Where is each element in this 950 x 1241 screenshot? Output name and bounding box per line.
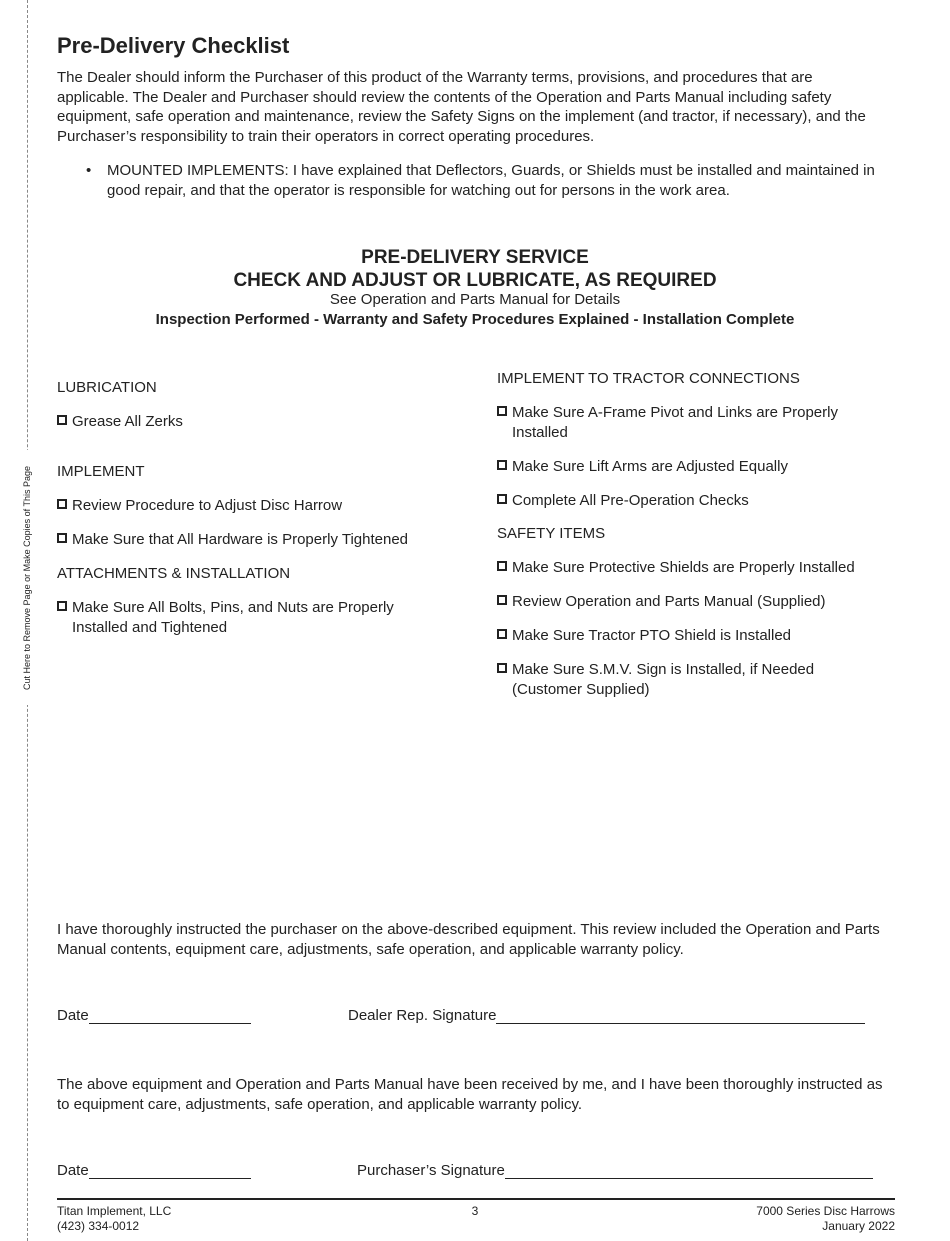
intro-paragraph: The Dealer should inform the Purchaser of this product of the Warranty terms, provisions, and procedures that are applicable. The Dealer and Purchaser should review the contents of the Operation and Parts Manual including safety equipment, safe operation and maintenance, review the Safety Signs on the implement (and tractor, if necessary), and the Purchaser’s responsibility to train their operators in correct operating procedures.: [57, 69, 866, 145]
inspection-note: Inspection Performed - Warranty and Safety Procedures Explained - Installation Complete: [155, 311, 795, 328]
section-implement-title: IMPLEMENT: [57, 463, 145, 480]
manual-note: See Operation and Parts Manual for Details: [329, 291, 621, 308]
checklist-item-label: Make Sure that All Hardware is Properly Tightened: [72, 531, 408, 548]
checklist-item: [497, 592, 897, 612]
checklist-item-label: Make Sure Tractor PTO Shield is Installed: [512, 627, 792, 644]
purchaser-signature-field: [357, 1162, 873, 1179]
bullet-mounted-implements: [86, 161, 896, 200]
checkbox[interactable]: [57, 533, 67, 543]
checklist-item-label: Grease All Zerks: [72, 413, 183, 430]
checkbox[interactable]: [57, 415, 67, 425]
checklist-item: [497, 457, 897, 477]
purchaser-signature-line[interactable]: [505, 1162, 873, 1179]
purchaser-statement: The above equipment and Operation and Parts Manual have been received by me, and I have been thoroughly instructed as to equipment care, adjustments, safe operation, and applicable warranty policy.: [57, 1076, 883, 1113]
footer-divider: [57, 1198, 895, 1200]
checklist-item: [57, 412, 457, 432]
checklist-item: [57, 598, 437, 637]
dealer-date-field: [57, 1007, 251, 1024]
checklist-item-label: Review Procedure to Adjust Disc Harrow: [72, 497, 343, 514]
checkbox[interactable]: [497, 406, 507, 416]
checkbox[interactable]: [57, 601, 67, 611]
bullet-dot: •: [86, 162, 92, 179]
section-connections-title: IMPLEMENT TO TRACTOR CONNECTIONS: [497, 370, 800, 387]
checkbox[interactable]: [497, 494, 507, 504]
checkbox[interactable]: [497, 629, 507, 639]
dealer-signature-field: [348, 1007, 865, 1024]
checklist-item-label: Review Operation and Parts Manual (Supplied): [512, 593, 826, 610]
section-attachments-title: ATTACHMENTS & INSTALLATION: [57, 565, 291, 582]
checklist-item: [497, 403, 882, 442]
checklist-item: [497, 660, 857, 699]
purchaser-signature-label: Purchaser’s Signature: [357, 1162, 505, 1179]
checklist-item: [57, 530, 457, 550]
checklist-item: [497, 626, 897, 646]
cut-instruction: Cut Here to Remove Page or Make Copies of This Page: [22, 466, 32, 690]
footer-company: Titan Implement, LLC: [57, 1204, 172, 1218]
page-number: 3: [471, 1204, 479, 1218]
checkbox[interactable]: [497, 561, 507, 571]
dealer-statement: I have thoroughly instructed the purchaser on the above-described equipment. This review included the Operation and Parts Manual contents, equipment care, adjustments, safe operation, and applicable warranty policy.: [57, 921, 880, 958]
checklist-item-label: Make Sure S.M.V. Sign is Installed, if Needed (Customer Supplied): [512, 661, 815, 698]
dealer-signature-label: Dealer Rep. Signature: [348, 1007, 497, 1024]
date-label: Date: [57, 1007, 89, 1024]
footer-date: January 2022: [822, 1219, 895, 1233]
bullet-text: MOUNTED IMPLEMENTS: I have explained that Deflectors, Guards, or Shields must be installed and maintained in good repair, and that the operator is responsible for watching out for persons in the work area.: [107, 162, 875, 199]
checklist-item-label: Make Sure Lift Arms are Adjusted Equally: [512, 458, 788, 475]
page-title: Pre-Delivery Checklist: [57, 33, 290, 58]
dealer-signature-line[interactable]: [496, 1007, 865, 1024]
date-line[interactable]: [89, 1007, 251, 1024]
service-heading: [0, 246, 950, 292]
footer-right: [600, 1204, 895, 1234]
footer-phone: (423) 334-0012: [57, 1219, 140, 1233]
checkbox[interactable]: [497, 595, 507, 605]
service-heading-line1: PRE-DELIVERY SERVICE: [361, 247, 589, 268]
checklist-item-label: Make Sure All Bolts, Pins, and Nuts are Properly Installed and Tightened: [72, 599, 394, 636]
purchaser-date-field: [57, 1162, 251, 1179]
checklist-item-label: Complete All Pre-Operation Checks: [512, 492, 749, 509]
section-safety-title: SAFETY ITEMS: [497, 525, 606, 542]
section-lubrication-title: LUBRICATION: [57, 379, 157, 396]
checklist-item: [497, 491, 897, 511]
date-label: Date: [57, 1162, 89, 1179]
checklist-item: [57, 496, 457, 516]
date-line[interactable]: [89, 1162, 251, 1179]
checkbox[interactable]: [497, 663, 507, 673]
checklist-item-label: Make Sure A-Frame Pivot and Links are Properly Installed: [512, 404, 838, 441]
checkbox[interactable]: [57, 499, 67, 509]
footer-product: 7000 Series Disc Harrows: [756, 1204, 895, 1218]
checklist-item-label: Make Sure Protective Shields are Properly Installed: [512, 559, 855, 576]
checklist-item: [497, 558, 897, 578]
checkbox[interactable]: [497, 460, 507, 470]
service-heading-line2: CHECK AND ADJUST OR LUBRICATE, AS REQUIRED: [233, 270, 717, 291]
